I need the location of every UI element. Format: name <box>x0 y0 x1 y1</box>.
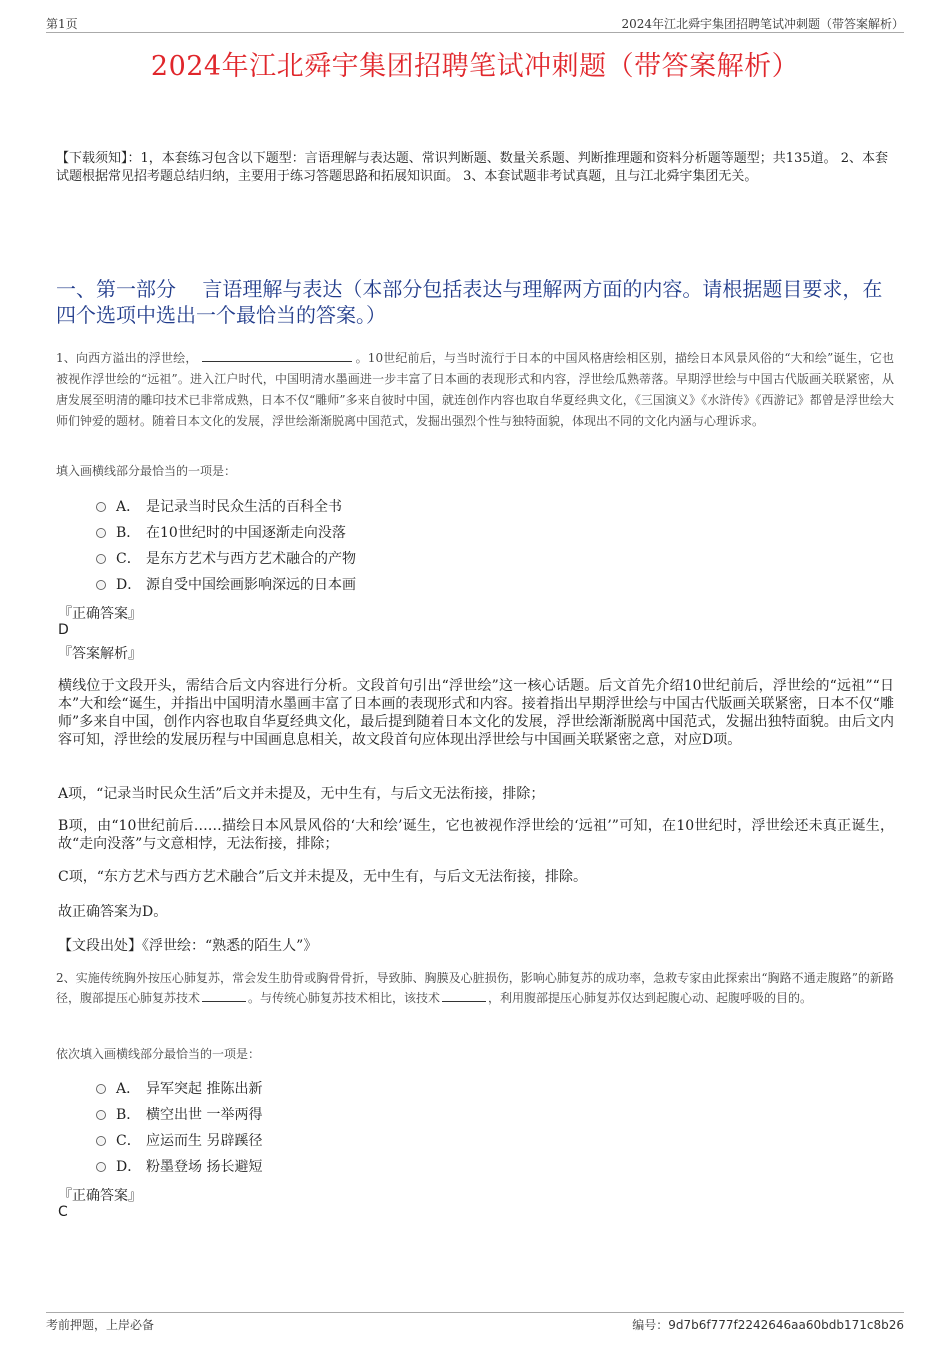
answer-blank <box>202 989 246 1002</box>
question-2-options <box>96 1076 262 1180</box>
radio-icon[interactable] <box>96 1084 106 1094</box>
radio-icon[interactable] <box>96 1162 106 1172</box>
question-2-stem: 2、实施传统胸外按压心肺复苏，常会发生肋骨或胸骨骨折，导致肺、胸膜及心脏损伤，影响心肺复苏的成功率，急救专家由此探索出“胸路不通走腹路”的新路径，腹部提压心肺复苏技术 。与传统心肺复苏技术相比，该技术 ，利用腹部提压心肺复苏仅达到起腹心动、起腹呼吸的目的。 <box>56 971 894 1005</box>
analysis-paragraph: C项，“东方艺术与西方艺术融合”后文并未提及，无中生有，与后文无法衔接，排除。 <box>58 869 588 885</box>
answer-value: C <box>58 1204 68 1220</box>
analysis-paragraph: A项，“记录当时民众生活”后文并未提及，无中生有，与后文无法衔接，排除； <box>58 786 545 802</box>
section-title: 一、第一部分 言语理解与表达（本部分包括表达与理解两方面的内容。请根据题目要求，在四个选项中选出一个最恰当的答案。） <box>56 277 883 327</box>
footer-slogan: 考前押题，上岸必备 <box>46 1318 155 1332</box>
question-1-text: 。10世纪前后，与当时流行于日本的中国风格唐绘相区别，描绘日本风景风俗的“大和绘”诞生，它也被视作浮世绘的“远祖”。进入江户时代，中国明清水墨画进一步丰富了日本画的表现形式和内容，浮世绘瓜熟蒂落。早期浮世绘与中国古代版画关联紧密，从唐发展至明清的雕印技术已非常成熟，日本不仅“雕师”多来自彼时中国，就连创作内容也取自华夏经典文化，《三国演义》《水浒传》《西游记》都曾是浮世绘大师们钟爱的题材。随着日本文化的发展，浮世绘渐渐脱离中国范式，发掘出强烈个性与独特面貌，体现出不同的文化内涵与心理诉求。 <box>56 351 895 428</box>
radio-icon[interactable] <box>96 502 106 512</box>
option-c[interactable]: C． 应运而生 另辟蹊径 <box>96 1128 262 1154</box>
radio-icon[interactable] <box>96 528 106 538</box>
answer-label: 『正确答案』 <box>58 1188 142 1204</box>
question-1-stem <box>56 348 894 432</box>
answer-blank <box>442 989 486 1002</box>
answer-value: D <box>58 622 69 638</box>
answer-label: 『正确答案』 <box>58 606 142 622</box>
analysis-paragraph: B项，由“10世纪前后……描绘日本风景风俗的‘大和绘’诞生，它也被视作浮世绘的‘远祖’”可知，在10世纪时，浮世绘还未真正诞生，故“走向没落”与文意相悖，无法衔接，排除； <box>58 818 894 852</box>
radio-icon[interactable] <box>96 1110 106 1120</box>
document-title: 2024年江北舜宇集团招聘笔试冲刺题（带答案解析） <box>150 51 800 82</box>
download-notice: 【下载须知】：1，本套练习包含以下题型：言语理解与表达题、常识判断题、数量关系题、判断推理题和资料分析题等题型；共135道。 2、本套试题根据常见招考题总结归纳，主要用于练习答题思路和拓展知识面。 3、本套试题非考试真题，且与江北舜宇集团无关。 <box>56 151 888 184</box>
question-1-prefix: 1、向西方溢出的浮世绘， <box>56 351 198 365</box>
analysis-paragraph: 故正确答案为D。 <box>58 904 168 920</box>
radio-icon[interactable] <box>96 1136 106 1146</box>
answer-blank <box>202 349 352 362</box>
question-1-prompt: 填入画横线部分最恰当的一项是： <box>56 464 237 478</box>
option-b[interactable]: B． 横空出世 一举两得 <box>96 1102 262 1128</box>
footer-code: 编号：9d7b6f777f2242646aa60bdb171c8b26 <box>632 1318 904 1332</box>
analysis-label: 『答案解析』 <box>58 646 142 662</box>
option-a[interactable]: A． 异军突起 推陈出新 <box>96 1076 262 1102</box>
page-header <box>46 14 904 33</box>
analysis-paragraph: 横线位于文段开头，需结合后文内容进行分析。文段首句引出“浮世绘”这一核心话题。后文首先介绍10世纪前后，浮世绘的“远祖”“日本”大和绘“诞生，并指出中国明清水墨画丰富了日本画的表现形式和内容。接着指出早期浮世绘与中国古代版画关联紧密，日本不仅“雕师”多来自中国，创作内容也取自华夏经典文化，最后提到随着日本文化的发展，浮世绘渐渐脱离中国范式，发掘出独特面貌。由后文内容可知，浮世绘的发展历程与中国画息息相关，故文段首句应体现出浮世绘与中国画关联紧密之意，对应D项。 <box>58 678 894 748</box>
passage-source: 【文段出处】《浮世绘：“熟悉的陌生人”》 <box>58 938 318 954</box>
option-d[interactable]: D． 粉墨登场 扬长避短 <box>96 1154 262 1180</box>
page-number: 第1页 <box>46 17 78 31</box>
radio-icon[interactable] <box>96 580 106 590</box>
option-b[interactable]: B． 在10世纪时的中国逐渐走向没落 <box>96 520 356 546</box>
option-c[interactable]: C． 是东方艺术与西方艺术融合的产物 <box>96 546 356 572</box>
option-d[interactable]: D． 源自受中国绘画影响深远的日本画 <box>96 572 356 598</box>
page-footer <box>46 1312 904 1331</box>
header-doc-title: 2024年江北舜宇集团招聘笔试冲刺题（带答案解析） <box>621 17 904 31</box>
option-a[interactable]: A． 是记录当时民众生活的百科全书 <box>96 494 356 520</box>
question-2-prompt: 依次填入画横线部分最恰当的一项是： <box>56 1047 261 1061</box>
question-1-options <box>96 494 356 598</box>
radio-icon[interactable] <box>96 554 106 564</box>
